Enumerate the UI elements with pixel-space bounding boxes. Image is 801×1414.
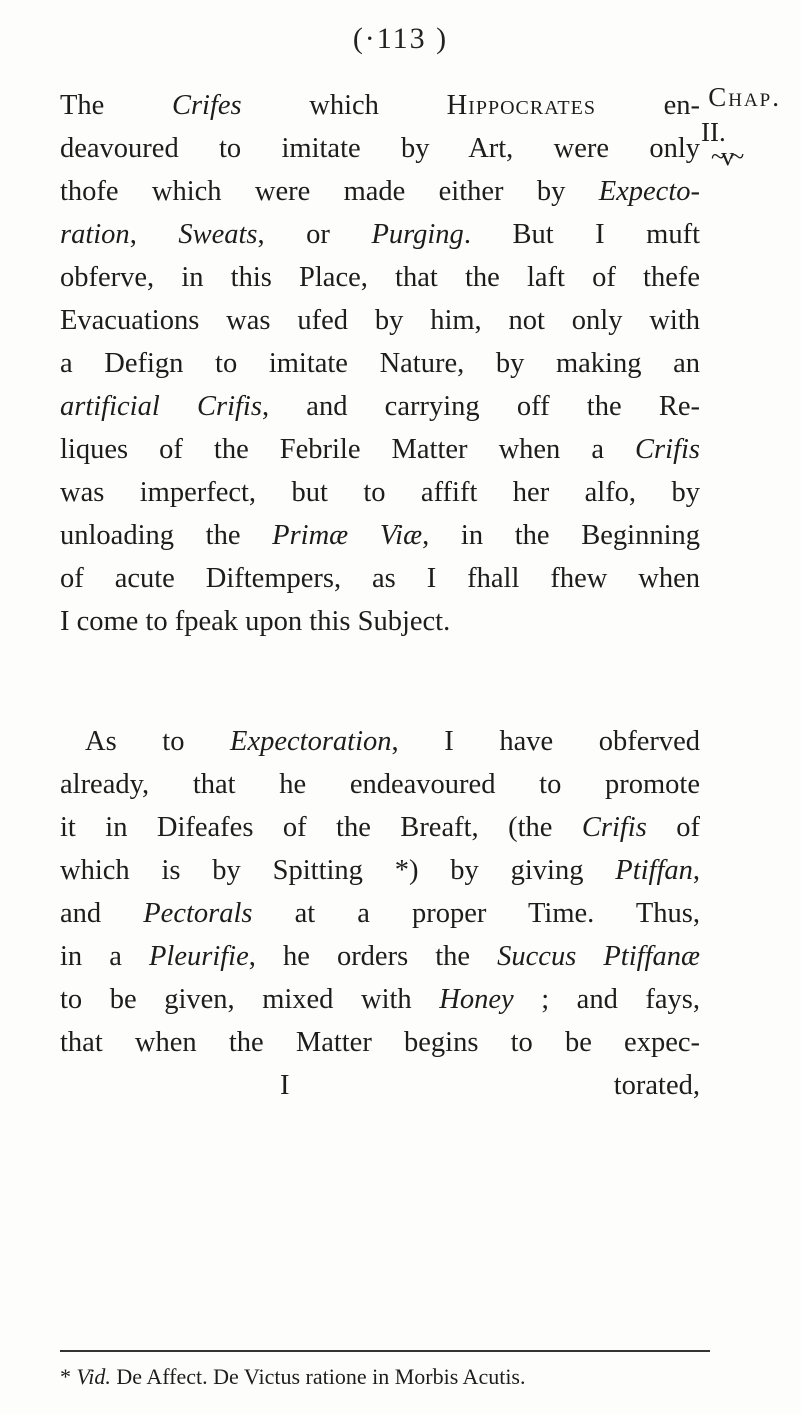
page-number: (·113 ) — [352, 22, 449, 55]
text-line: The Crifes which Hippocrates en- — [60, 90, 701, 121]
text-line: As to Expectoration, I have obferved — [85, 726, 701, 757]
text-line: I come to fpeak upon this Subject. — [60, 606, 451, 637]
text-line: thofe which were made either by Expecto- — [60, 176, 700, 207]
text-line: of acute Diftempers, as I fhall fhew when — [60, 563, 700, 594]
footnote: * Vid. De Affect. De Victus ratione in Morbis Acutis. — [60, 1364, 526, 1389]
text-line: already, that he endeavoured to promote — [60, 769, 700, 800]
text-line: Evacuations was ufed by him, not only with — [60, 305, 700, 336]
text-line: a Defign to imitate Nature, by making an — [60, 348, 700, 379]
text-line: that when the Matter begins to be expec- — [60, 1027, 700, 1058]
text-line: was imperfect, but to affift her alfo, by — [60, 477, 700, 508]
catchword: torated, — [613, 1070, 700, 1101]
chapter-number: II. — [701, 117, 726, 147]
chapter-label: Chap. — [708, 82, 781, 112]
text-line: obferve, in this Place, that the laft of thefe — [60, 262, 700, 293]
text-line: deavoured to imitate by Art, were only — [60, 133, 700, 164]
text-line: and Pectorals at a proper Time. Thus, — [60, 898, 700, 929]
text-line: unloading the Primæ Viæ, in the Beginning — [60, 520, 700, 551]
footnote-rule — [60, 1350, 710, 1352]
text-line: to be given, mixed with Honey ; and fays, — [60, 984, 700, 1015]
signature-mark: I — [280, 1070, 290, 1101]
paragraph-expectoration — [60, 720, 700, 1107]
text-line: artificial Crifis, and carrying off the Re- — [60, 391, 700, 422]
text-line: liques of the Febrile Matter when a Crifis — [60, 434, 700, 465]
text-line: in a Pleurifie, he orders the Succus Ptiffanæ — [60, 941, 700, 972]
signature-catchword-line — [60, 1064, 700, 1107]
paragraph-crises — [60, 84, 700, 643]
ornament-flourish-icon: ~v~ — [711, 142, 741, 171]
text-line: it in Difeafes of the Breaft, (the Crifis of — [60, 812, 700, 843]
text-line: which is by Spitting *) by giving Ptiffan, — [60, 855, 700, 886]
text-line: ration, Sweats, or Purging. But I muft — [60, 219, 701, 250]
